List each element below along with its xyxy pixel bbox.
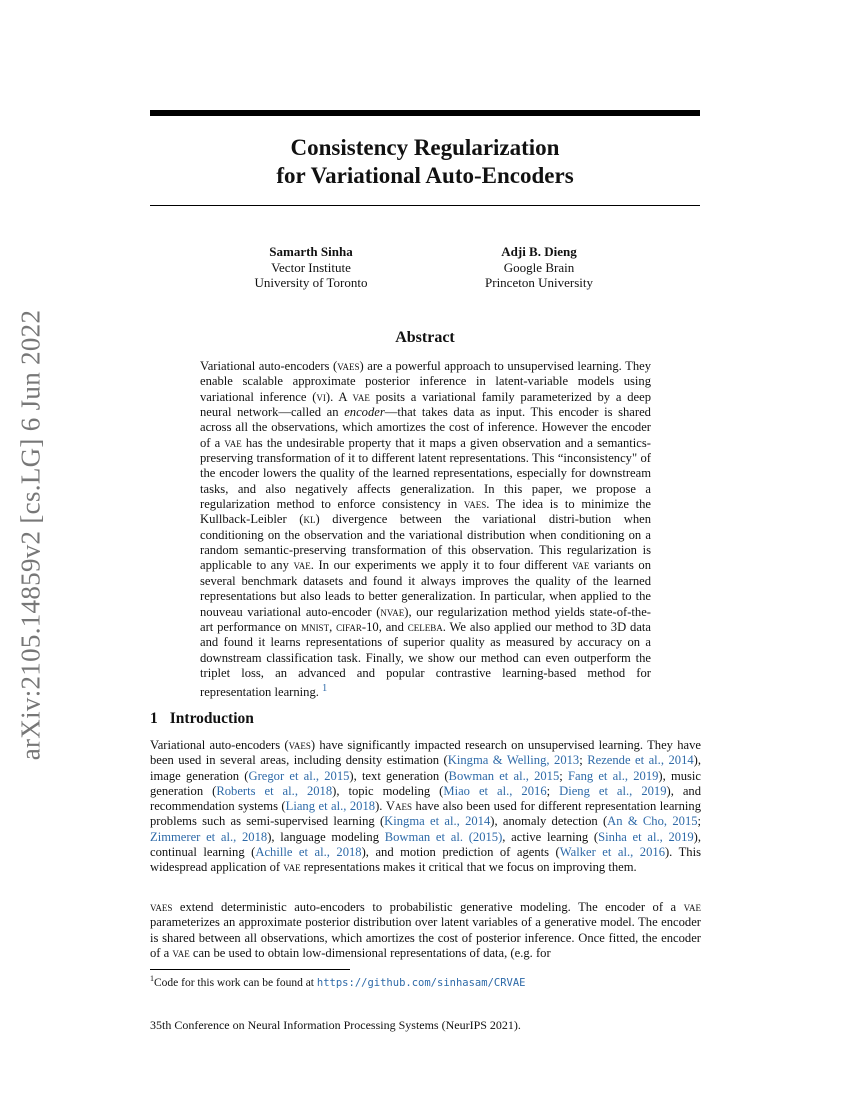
paper-title: Consistency Regularization for Variational Auto-Encoders <box>276 135 574 188</box>
author-affiliation: Princeton University <box>485 275 593 290</box>
citation-link[interactable]: An & Cho, 2015 <box>607 814 698 829</box>
abstract-heading: Abstract <box>395 329 455 346</box>
citation-link[interactable]: Kingma & Welling, 2013 <box>447 753 580 768</box>
citation-link[interactable]: Dieng et al., 2019 <box>559 783 667 798</box>
author-name: Adji B. Dieng <box>501 244 577 259</box>
footnote-rule <box>150 969 350 970</box>
citation-link[interactable]: Bowman et al., 2015 <box>448 768 560 783</box>
author-affiliation: Vector Institute <box>271 259 351 275</box>
citation-link[interactable]: Sinha et al., 2019 <box>598 829 694 844</box>
title-bottom-rule <box>150 205 700 206</box>
intro-paragraph-2: vaes extend deterministic auto-encoders to probabilistic generative modeling. The encoder of a vae parameterizes an approximate posterior distribution over latent variables of a generative model. The encoder is shared between all observations, which amortizes the cost of posterior inference. Once fitted, the encoder of a vae can be used to obtain low-dimensional representations of data, (e.g. for <box>150 900 701 960</box>
citation-link[interactable]: Walker et al., 2016 <box>559 845 665 860</box>
citation-link[interactable]: Gregor et al., 2015 <box>248 768 350 783</box>
author-block-2 <box>409 244 669 291</box>
author-name: Samarth Sinha <box>269 244 353 259</box>
citation-link[interactable]: Kingma et al., 2014 <box>384 814 491 829</box>
author-affiliation: Google Brain <box>503 259 575 275</box>
title-top-rule <box>150 110 700 116</box>
footnote: $^1$Code for this work can be found at https://github.com/sinhasam/CRVAE <box>150 974 526 989</box>
author-block-1 <box>181 244 441 291</box>
citation-link[interactable]: Zimmerer et al., 2018 <box>150 829 268 844</box>
citation-link[interactable]: Miao et al., 2016 <box>443 783 547 798</box>
citation-link[interactable]: Fang et al., 2019 <box>567 768 659 783</box>
footnote-link[interactable]: 1 <box>322 683 328 695</box>
author-affiliation: University of Toronto <box>254 275 368 290</box>
citation-link[interactable]: Bowman et al. (2015) <box>384 829 503 844</box>
section-heading: 1 Introduction <box>150 710 254 727</box>
citation-link[interactable]: Achille et al., 2018 <box>255 845 362 860</box>
code-url-link[interactable]: https://github.com/sinhasam/CRVAE <box>316 976 526 989</box>
intro-paragraph-1: Variational auto-encoders (vaes) have significantly impacted research on unsupervised learning. They have been used in several areas, including density estimation (Kingma & Welling, 2013; Rezende et al., 2014), image generation (Gregor et al., 2015), text generation (Bowman et al., 2015; Fang et al., 2019), music generation (Roberts et al., 2018), topic modeling (Miao et al., 2016; Dieng et al., 2019), and recommendation systems (Liang et al., 2018). Vaes have also been used for different representation learning problems such as semi-supervised learning (Kingma et al., 2014), anomaly detection (An & Cho, 2015; Zimmerer et al., 2018), language modeling Bowman et al. (2015), active learning (Sinha et al., 2019), continual learning (Achille et al., 2018), and motion prediction of agents (Walker et al., 2016). This widespread application of vae representations makes it critical that we focus on improving them. <box>150 738 702 875</box>
venue-line: 35th Conference on Neural Information Processing Systems (NeurIPS 2021). <box>150 1018 521 1032</box>
citation-link[interactable]: Roberts et al., 2018 <box>216 783 333 798</box>
citation-link[interactable]: Rezende et al., 2014 <box>587 753 694 768</box>
abstract-body: Variational auto-encoders (vaes) are a powerful approach to unsupervised learning. They enable scalable approximate posterior inference in latent-variable models using variational inference (vi). A vae posits a variational family parameterized by a deep neural network—called an encoder—that takes data as input. This encoder is shared across all the observations, which amortizes the cost of inference. However the encoder of a vae has the undesirable property that it maps a given observation and a semantics-preserving transformation of it to different latent representations. This “inconsistency" of the encoder lowers the quality of the learned representations, especially for downstream tasks, and also negatively affects generalization. In this paper, we propose a regularization method to enforce consistency in vaes. The idea is to minimize the Kullback-Leibler (kl) divergence between the variational distri-bution when conditioning on the observation and the variational distribution when conditioning on a random semantic-preserving transformation of this observation. This regularization is applicable to any vae. In our experiments we apply it to four different vae variants on several benchmark datasets and found it always improves the quality of the learned representations but also leads to better generalization. In particular, when applied to the nouveau variational auto-encoder (nvae), our regularization method yields state-of-the-art performance on mnist, cifar-10, and celeba. We also applied our method to 3D data and found it learns representations of superior quality as measured by accuracy on a downstream classification task. Finally, we show our method can even outperform the triplet loss, an advanced and popular contrastive learning-based method for representation learning. $^1$ <box>200 359 652 700</box>
citation-link[interactable]: Liang et al., 2018 <box>285 799 376 814</box>
arxiv-side-stamp: arXiv:2105.14859v2 [cs.LG] 6 Jun 2022 <box>15 309 46 761</box>
